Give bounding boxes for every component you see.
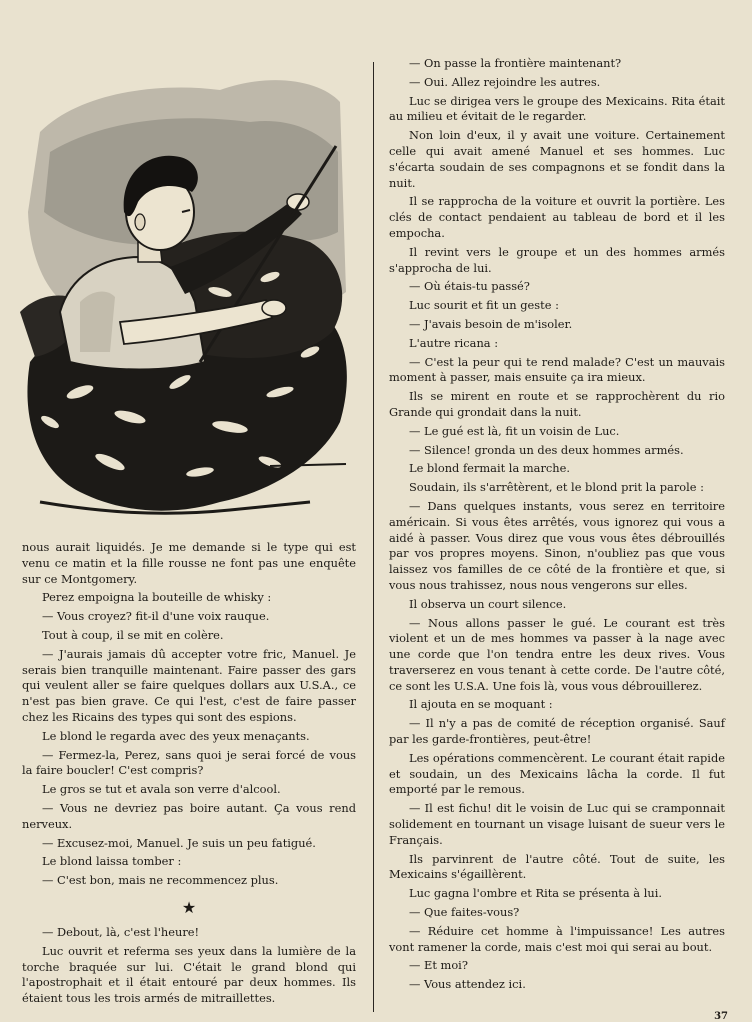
paragraph: Perez empoigna la bouteille de whisky : <box>42 590 272 605</box>
paragraph: — Vous croyez? fit-il d'une voix rauque. <box>42 609 270 624</box>
paragraph: Soudain, ils s'arrêtèrent, et le blond prit la parole : <box>409 480 704 495</box>
illustration <box>20 62 352 532</box>
paragraph: — Et moi? <box>409 958 468 973</box>
paragraph: — Il n'y a pas de comité de réception organisé. Sauf par les garde-frontières, peut-être! <box>389 716 725 747</box>
paragraph: Il revint vers le groupe et un des hommes armés s'approcha de lui. <box>389 244 725 275</box>
section-separator-star: ★ <box>181 897 197 917</box>
paragraph: — Nous allons passer le gué. Le courant est très violent et un de mes hommes va passer à la nage avec une corde que l'on tendra entre les deux rives. Vous traverserez en vous tenant à cette corde. De l'autre côté, ce sont les U.S.A. Une fois là, vous vous débrouillerez. <box>389 615 725 693</box>
paragraph: Les opérations commencèrent. Le courant était rapide et soudain, un des Mexicains lâcha la corde. Il fut emporté par le remous. <box>389 750 725 797</box>
paragraph: — Le gué est là, fit un voisin de Luc. <box>409 423 620 438</box>
paragraph: — Oui. Allez rejoindre les autres. <box>409 74 601 89</box>
paragraph: Non loin d'eux, il y avait une voiture. Certainement celle qui avait amené Manuel et ses hommes. Luc s'écarta soudain de ses compagnons et se fondit dans la nuit. <box>389 128 725 190</box>
paragraph: nous aurait liquidés. Je me demande si le type qui est venu ce matin et la fille rousse ne font pas une enquête sur ce Montgomery. <box>22 540 356 586</box>
paragraph: Il observa un court silence. <box>409 596 567 611</box>
paragraph: — Dans quelques instants, vous serez en territoire américain. Si vous êtes arrêtés, vous ignorez qui vous a aidé à passer. Vous direz que vous vous êtes débrouillés par vos propres moyens. Sinon, n'oubliez pas que vous laissez vos familles de ce côté de la frontière et que, si vous nous trahissez, nous nous vengerons sur elles. <box>389 498 725 592</box>
paragraph: — J'aurais jamais dû accepter votre fric, Manuel. Je serais bien tranquille maintenant. Faire passer des gars qui veulent aller se faire quelques dollars aux U.S.A., ce n'est pas bien grave. Ce qui l'est, c'est de faire passer chez les Ricains des types qui sont des espions. <box>22 646 356 724</box>
page-number: 37 <box>714 1011 728 1022</box>
paragraph: Luc sourit et fit un geste : <box>409 298 559 313</box>
paragraph: — C'est bon, mais ne recommencez plus. <box>42 873 279 888</box>
paragraph: Luc se dirigea vers le groupe des Mexicains. Rita était au milieu et évitait de le regarder. <box>389 93 725 124</box>
paragraph: — Il est fichu! dit le voisin de Luc qui se cramponnait solidement en tournant un visage luisant de sueur vers le Français. <box>389 801 725 847</box>
paragraph: — Que faites-vous? <box>409 905 520 920</box>
paragraph: — Fermez-la, Perez, sans quoi je serai forcé de vous la faire boucler! C'est compris? <box>22 747 356 778</box>
paragraph: L'autre ricana : <box>409 335 499 350</box>
left-column <box>22 540 356 1010</box>
paragraph: — Silence! gronda un des deux hommes armés. <box>409 442 684 457</box>
paragraph: — Vous attendez ici. <box>409 977 526 992</box>
paragraph: — C'est la peur qui te rend malade? C'est un mauvais moment à passer, mais ensuite ça ira mieux. <box>389 354 725 385</box>
paragraph: Le blond le regarda avec des yeux menaçants. <box>42 728 310 743</box>
paragraph: Tout à coup, il se mit en colère. <box>42 627 224 642</box>
paragraph: — Réduire cet homme à l'impuissance! Les autres vont ramener la corde, mais c'est moi qui serai au bout. <box>389 923 725 954</box>
paragraph: — J'avais besoin de m'isoler. <box>409 316 573 331</box>
paragraph: Luc gagna l'ombre et Rita se présenta à lui. <box>409 886 662 901</box>
paragraph: Luc ouvrit et referma ses yeux dans la lumière de la torche braquée sur lui. C'était le grand blond qui l'apostrophait et il était entouré par deux hommes. Ils étaient tous les trois armés de mitraillettes. <box>22 943 356 1006</box>
paragraph: — Debout, là, c'est l'heure! <box>42 924 200 939</box>
right-column <box>389 56 725 996</box>
paragraph: — Vous ne devriez pas boire autant. Ça vous rend nerveux. <box>22 800 356 831</box>
paragraph: Il ajouta en se moquant : <box>409 697 553 712</box>
paragraph: Le gros se tut et avala son verre d'alcool. <box>42 782 281 797</box>
paragraph: — Où étais-tu passé? <box>409 279 530 294</box>
paragraph: Ils se mirent en route et se rapprochèrent du rio Grande qui grondait dans la nuit. <box>389 389 725 419</box>
paragraph: — On passe la frontière maintenant? <box>409 56 622 70</box>
paragraph: Il se rapprocha de la voiture et ouvrit la portière. Les clés de contact pendaient au tableau de bord et il les empocha. <box>389 194 725 240</box>
column-divider <box>373 62 374 1012</box>
paragraph: Le blond laissa tomber : <box>42 854 182 869</box>
paragraph: Ils parvinrent de l'autre côté. Tout de suite, les Mexicains s'égaillèrent. <box>389 851 725 882</box>
paragraph: — Excusez-moi, Manuel. Je suis un peu fatigué. <box>42 835 316 850</box>
paragraph: Le blond fermait la marche. <box>409 461 570 476</box>
